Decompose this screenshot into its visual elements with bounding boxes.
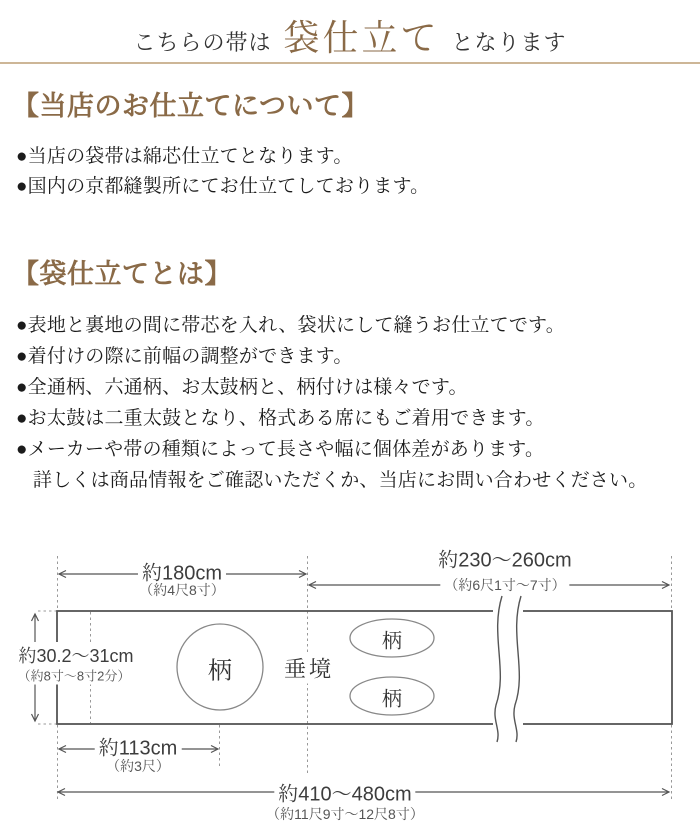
bullet-item: ●国内の京都縫製所にてお仕立てしております。 <box>16 176 430 197</box>
dim-4shaku8sun-label: （約4尺8寸） <box>139 582 225 598</box>
bullet-item: ●お太鼓は二重太鼓となり、格式ある席にもご着用できます。 <box>16 408 545 429</box>
pattern-label-circle: 柄 <box>208 657 232 685</box>
obi-measurement-diagram <box>0 530 700 840</box>
pattern-label-ellipse-top: 柄 <box>382 630 402 653</box>
bullet-item: ●全通柄、六通柄、お太鼓柄と、柄付けは様々です。 <box>16 377 468 398</box>
dim-180cm-label: 約180cm <box>138 557 226 586</box>
page-title <box>0 10 700 61</box>
bullet-list <box>12 310 688 465</box>
bullet-item: ●表地と裏地の間に帯芯を入れ、袋状にして縫うお仕立てです。 <box>16 315 565 336</box>
title-emphasis: 袋仕立て <box>283 18 440 58</box>
bullet-note: 詳しくは商品情報をご確認いただくか、当店にお問い合わせください。 <box>33 470 648 491</box>
dim-230-260cm-label: 約230〜260cm <box>438 549 572 572</box>
pattern-label-ellipse-bottom: 柄 <box>382 688 402 711</box>
dim-total-shaku-label: （約11尺9寸〜12尺8寸） <box>266 806 424 822</box>
dim-6shaku-label: （約6尺1寸〜7寸） <box>440 575 569 595</box>
bullet-item: ●当店の袋帯は綿芯仕立てとなります。 <box>16 146 353 167</box>
dim-width-shaku-label: （約8寸〜8寸2分） <box>14 666 135 685</box>
dim-3shaku-label: （約3尺） <box>106 758 170 774</box>
title-suffix: となります <box>451 30 567 55</box>
section-fukuro-jitate <box>12 256 688 496</box>
section-tailoring-info <box>12 88 688 202</box>
dim-width-cm-label: 約30.2〜31cm <box>14 642 137 668</box>
bullet-item: ●メーカーや帯の種類によって長さや幅に個体差があります。 <box>16 439 545 460</box>
tare-boundary-label: 垂境 <box>280 653 338 684</box>
dim-113cm-label: 約113cm <box>95 732 182 761</box>
title-prefix: こちらの帯は <box>133 30 272 55</box>
break-mark <box>493 596 523 742</box>
section-heading: 【袋仕立てとは】 <box>12 259 232 289</box>
section-heading: 【当店のお仕立てについて】 <box>12 91 369 121</box>
title-divider <box>0 62 700 64</box>
bullet-list <box>12 142 688 202</box>
dim-total-cm-label: 約410〜480cm <box>274 778 415 807</box>
bullet-item: ●着付けの際に前幅の調整ができます。 <box>16 346 353 367</box>
